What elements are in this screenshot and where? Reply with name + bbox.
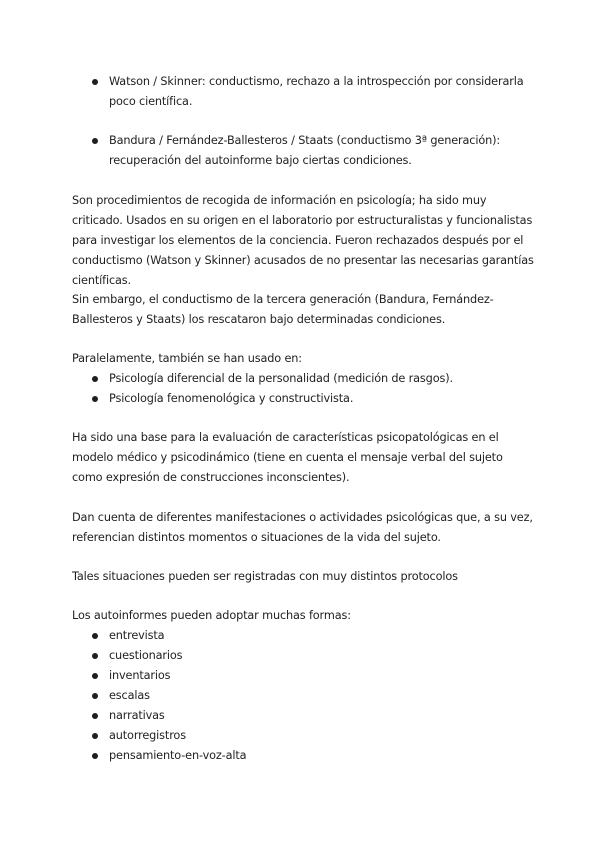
paragraph-procedures: Son procedimientos de recogida de información en psicología; ha sido muy criticado. Usados en su origen en el laboratorio por estructuralistas y funcionalistas para investigar los elementos de la conciencia. Fueron rechazados después por el conductismo (Watson y Skinner) acusados de no presentar las necesarias garantías científicas.: [72, 194, 534, 287]
paragraph-psychopathology: Ha sido una base para la evaluación de características psicopatológicas en el modelo médico y psicodinámico (tiene en cuenta el mensaje verbal del sujeto como expresión de construcciones inconscientes).: [72, 431, 503, 484]
list-item: pensamiento-en-voz-alta: [72, 746, 534, 766]
paragraph-third-generation: Sin embargo, el conductismo de la tercera generación (Bandura, Fernández-Ballesteros y Staats) los rescataron bajo determinadas condiciones.: [72, 293, 494, 326]
paragraph-parallel-uses: Paralelamente, también se han usado en: Psicología diferencial de la personalidad (medición de rasgos). Psicología fenomenológica y constructivista.: [72, 349, 534, 409]
list-item: Psicología diferencial de la personalidad (medición de rasgos).: [72, 369, 534, 389]
list-item: escalas: [72, 686, 534, 706]
list-item: Watson / Skinner: conductismo, rechazo a la introspección por considerarla poco científica.: [72, 72, 534, 112]
paragraph-manifestations: Dan cuenta de diferentes manifestaciones o actividades psicológicas que, a su vez, referencian distintos momentos o situaciones de la vida del sujeto.: [72, 511, 533, 544]
list-item: inventarios: [72, 666, 534, 686]
forms-bullet-list: [72, 626, 534, 766]
top-bullet-list: [72, 72, 534, 112]
list-item: Bandura / Fernández-Ballesteros / Staats (conductismo 3ª generación): recuperación del autoinforme bajo ciertas condiciones.: [72, 131, 534, 171]
paragraph-protocols: Tales situaciones pueden ser registradas con muy distintos protocolos: [72, 570, 458, 583]
list-item: narrativas: [72, 706, 534, 726]
list-item: cuestionarios: [72, 646, 534, 666]
list-item: Psicología fenomenológica y constructivista.: [72, 389, 534, 409]
paragraph-forms: Los autoinformes pueden adoptar muchas formas: entrevista cuestionarios inventarios escalas narrativas autorregistros pensamiento-en-voz-alta: [72, 606, 534, 766]
list-item: entrevista: [72, 626, 534, 646]
list-item: autorregistros: [72, 726, 534, 746]
usage-bullet-list: [72, 369, 534, 409]
top-bullet-list-2: [72, 131, 534, 171]
